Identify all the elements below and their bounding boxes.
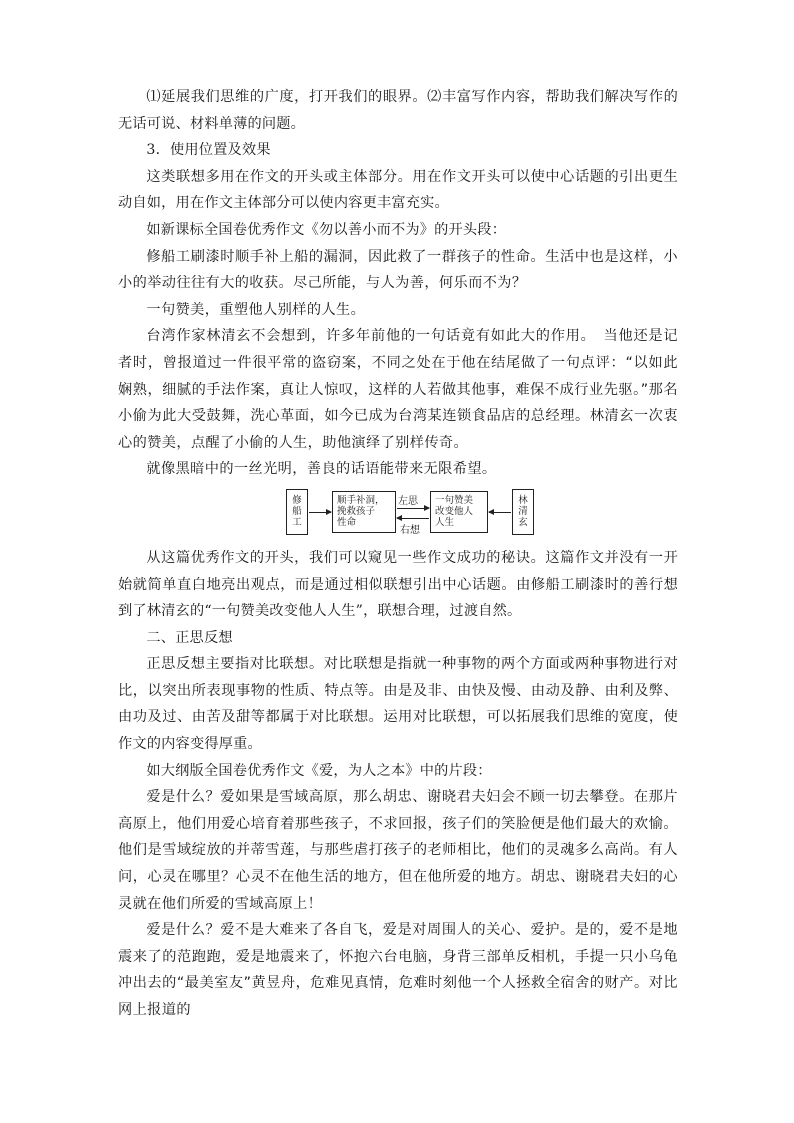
quoted-paragraph: 爱是什么？爱如果是雪域高原，那么胡忠、谢晓君夫妇会不顾一切去攀登。在那片高原上，他们用爱心培育着那些孩子，不求回报，孩子们的笑脸便是他们最大的欢愉。他们是雪域绽放的并蒂雪莲，与那些虐打孩子的老师相比，他们的灵魂多么高尚。有人问，心灵在哪里？心灵不在他生活的地方，但在他所爱的地方。胡忠、谢晓君夫妇的心灵就在他们所爱的雪域高原上！ [118,789,678,912]
diagram-box-lin-qingxuan: 林 清 玄 [512,489,534,535]
document-page [118,84,678,1024]
paragraph: 如新课标全国卷优秀作文《勿以善小而不为》的开头段： [146,221,507,238]
paragraph: 正思反想主要指对比联想。对比联想是指就一种事物的两个方面或两种事物进行对比，以突出所表现事物的性质、特点等。由是及非、由快及慢、由动及静、由利及弊、由功及过、由苦及甜等都属于对比联想。运用对比联想，可以拓展我们思维的宽度，使作文的内容变得厚重。 [118,656,678,753]
quoted-paragraph: 一句赞美，重塑他人别样的人生。 [146,301,366,318]
diagram-label-right: 右想 [400,524,420,536]
quoted-paragraph: 就像黑暗中的一丝光明，善良的话语能带来无限希望。 [146,461,497,478]
quoted-paragraph: 修船工刷漆时顺手补上船的漏洞，因此救了一群孩子的性命。生活中也是这样，小小的举动往往有大的收获。尽己所能，与人为善，何乐而不为？ [118,248,678,292]
diagram-box-praise: 一句赞美 改变他人 人生 [430,491,488,533]
arrow-left-icon [397,518,429,519]
association-diagram [118,485,678,539]
paragraph: ⑴延展我们思维的广度，打开我们的眼界。⑵丰富写作内容，帮助我们解决写作的无话可说、材料单薄的问题。 [118,89,678,132]
arrow-right-icon [309,512,331,513]
arrow-right-icon [397,508,429,509]
diagram-box-save-children: 顺手补洞， 挽救孩子 性命 [332,491,396,533]
paragraph: 这类联想多用在作文的开头或主体部分。用在作文开头可以使中心话题的引出更生动自如，用在作文主体部分可以使内容更丰富充实。 [118,168,678,212]
section-subheading: 3．使用位置及效果 [146,142,271,159]
arrow-left-icon [489,512,511,513]
paragraph: 从这篇优秀作文的开头，我们可以窥见一些作文成功的秘诀。这篇作文并没有一开始就简单直白地亮出观点，而是通过相似联想引出中心话题。由修船工刷漆时的善行想到了林清玄的“一句赞美改变他人人生”，联想合理，过渡自然。 [118,549,678,620]
section-heading: 二、正思反想 [146,629,233,646]
quoted-paragraph: 爱是什么？爱不是大难来了各自飞，爱是对周围人的关心、爱护。是的，爱不是地震来了的范跑跑，爱是地震来了，怀抱六台电脑，身背三部单反相机，手提一只小乌龟冲出去的“最美室友”黄昱舟，危难见真情，危难时刻他一个人拯救全宿舍的财产。对比网上报道的 [118,922,678,1018]
paragraph: 如大纲版全国卷优秀作文《爱，为人之本》中的片段： [146,762,492,779]
diagram-label-left: 左思 [398,495,418,507]
quoted-paragraph: 台湾作家林清玄不会想到，许多年前他的一句话竟有如此大的作用。 当他还是记者时，曾报道过一件很平常的盗窃案，不同之处在于他在结尾做了一句点评：“以如此娴熟，细腻的手法作案，真让人惊叹，这样的人若做其他事，难保不成行业先驱。”那名小偷为此大受鼓舞，洗心革面，如今已成为台湾某连锁食品店的总经理。林清玄一次衷心的赞美，点醒了小偷的人生，助他演绎了别样传奇。 [118,328,678,451]
diagram-box-shipwright: 修 船 工 [286,489,308,535]
